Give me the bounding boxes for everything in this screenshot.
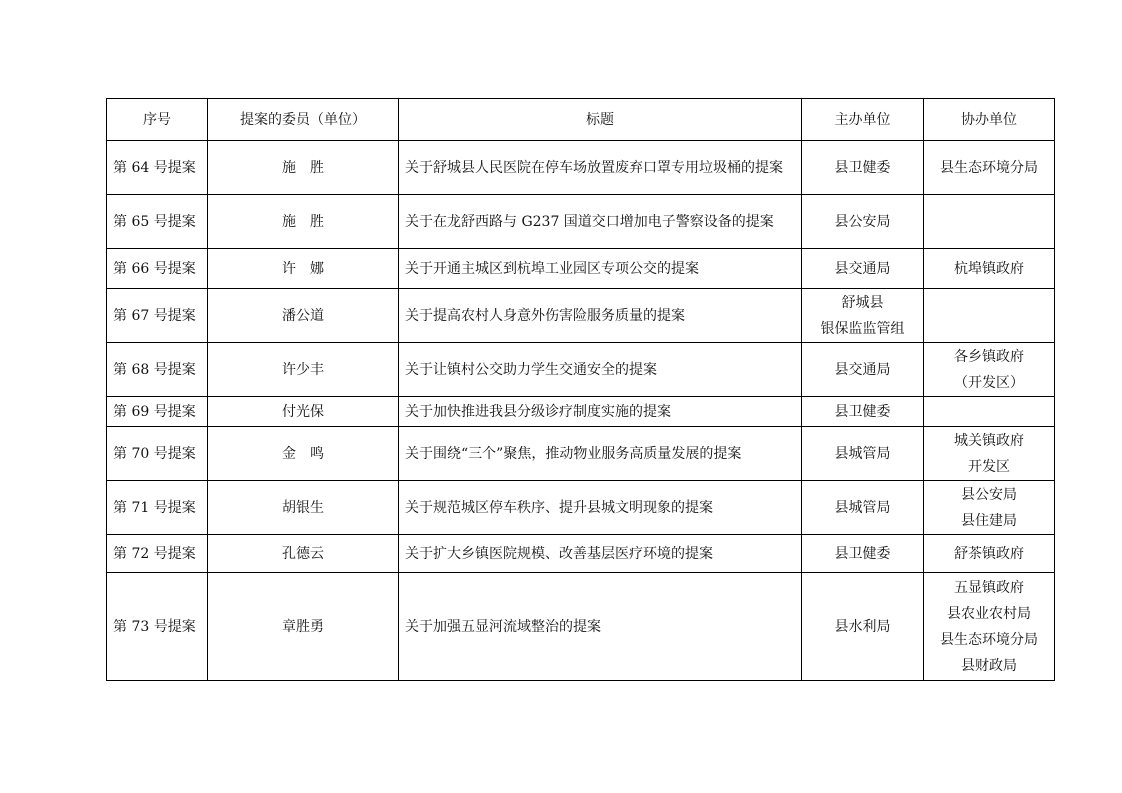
cell-host-unit	[802, 249, 924, 289]
proposal-table	[106, 98, 1055, 681]
host-unit-line: 县城管局	[834, 499, 891, 516]
cell-serial: 第 72 号提案	[107, 535, 208, 573]
cell-assist-unit	[924, 397, 1055, 427]
cell-serial: 第 73 号提案	[107, 573, 208, 681]
cell-serial: 第 70 号提案	[107, 427, 208, 481]
cell-host-unit	[802, 397, 924, 427]
header-serial: 序号	[107, 99, 208, 141]
table-body	[107, 141, 1055, 681]
table-row	[107, 573, 1055, 681]
proposal-table-sheet	[106, 98, 1054, 681]
cell-title: 关于舒城县人民医院在停车场放置废弃口罩专用垃圾桶的提案	[399, 141, 802, 195]
cell-assist-unit	[924, 289, 1055, 343]
cell-title: 关于加快推进我县分级诊疗制度实施的提案	[399, 397, 802, 427]
cell-member: 潘公道	[208, 289, 399, 343]
header-host-unit: 主办单位	[802, 99, 924, 141]
host-unit-line: 县水利局	[834, 618, 891, 635]
host-unit-line: 县卫健委	[834, 403, 891, 420]
cell-host-unit	[802, 481, 924, 535]
cell-title: 关于让镇村公交助力学生交通安全的提案	[399, 343, 802, 397]
cell-member: 孔德云	[208, 535, 399, 573]
host-unit-line: 县卫健委	[834, 545, 891, 562]
assist-unit-line: 县住建局	[961, 512, 1017, 529]
cell-serial: 第 68 号提案	[107, 343, 208, 397]
cell-assist-unit	[924, 427, 1055, 481]
cell-title: 关于围绕“三个”聚焦，推动物业服务高质量发展的提案	[399, 427, 802, 481]
assist-unit-line: 城关镇政府	[954, 432, 1024, 449]
table-header-row	[107, 99, 1055, 141]
cell-assist-unit	[924, 343, 1055, 397]
table-row	[107, 195, 1055, 249]
cell-host-unit	[802, 141, 924, 195]
table-row	[107, 397, 1055, 427]
cell-assist-unit	[924, 481, 1055, 535]
cell-assist-unit	[924, 573, 1055, 681]
header-title: 标题	[399, 99, 802, 141]
host-unit-line: 银保监监管组	[820, 320, 905, 337]
cell-title: 关于加强五显河流域整治的提案	[399, 573, 802, 681]
cell-member: 金 鸣	[208, 427, 399, 481]
assist-unit-line: 县生态环境分局	[940, 631, 1038, 648]
assist-unit-line: 舒茶镇政府	[954, 545, 1024, 562]
header-member: 提案的委员（单位）	[208, 99, 399, 141]
cell-title: 关于扩大乡镇医院规模、改善基层医疗环境的提案	[399, 535, 802, 573]
cell-serial: 第 67 号提案	[107, 289, 208, 343]
table-row	[107, 289, 1055, 343]
assist-unit-line: 县财政局	[961, 657, 1017, 674]
cell-title: 关于提高农村人身意外伤害险服务质量的提案	[399, 289, 802, 343]
assist-unit-line: 五显镇政府	[954, 579, 1024, 596]
cell-assist-unit	[924, 141, 1055, 195]
cell-serial: 第 65 号提案	[107, 195, 208, 249]
cell-assist-unit	[924, 249, 1055, 289]
host-unit-line: 县交通局	[834, 361, 891, 378]
cell-title: 关于规范城区停车秩序、提升县城文明现象的提案	[399, 481, 802, 535]
cell-member: 许少丰	[208, 343, 399, 397]
table-row	[107, 249, 1055, 289]
cell-title: 关于开通主城区到杭埠工业园区专项公交的提案	[399, 249, 802, 289]
assist-unit-line: 县农业农村局	[947, 605, 1031, 622]
cell-member: 章胜勇	[208, 573, 399, 681]
assist-unit-line: 县公安局	[961, 486, 1017, 503]
cell-host-unit	[802, 195, 924, 249]
cell-serial: 第 66 号提案	[107, 249, 208, 289]
cell-host-unit	[802, 427, 924, 481]
cell-title: 关于在龙舒西路与 G237 国道交口增加电子警察设备的提案	[399, 195, 802, 249]
header-assist-unit: 协办单位	[924, 99, 1055, 141]
cell-assist-unit	[924, 535, 1055, 573]
cell-member: 许 娜	[208, 249, 399, 289]
host-unit-line: 县城管局	[834, 445, 891, 462]
table-row	[107, 141, 1055, 195]
cell-serial: 第 69 号提案	[107, 397, 208, 427]
cell-assist-unit	[924, 195, 1055, 249]
table-row	[107, 535, 1055, 573]
cell-member: 付光保	[208, 397, 399, 427]
cell-serial: 第 71 号提案	[107, 481, 208, 535]
cell-host-unit	[802, 343, 924, 397]
cell-member: 施 胜	[208, 141, 399, 195]
cell-host-unit	[802, 289, 924, 343]
cell-host-unit	[802, 573, 924, 681]
table-row	[107, 343, 1055, 397]
host-unit-line: 舒城县	[841, 294, 884, 311]
host-unit-line: 县交通局	[834, 260, 891, 277]
table-row	[107, 481, 1055, 535]
host-unit-line: 县卫健委	[834, 159, 891, 176]
assist-unit-line: 县生态环境分局	[940, 159, 1038, 176]
host-unit-line: 县公安局	[834, 213, 891, 230]
assist-unit-line: （开发区）	[954, 374, 1024, 391]
cell-serial: 第 64 号提案	[107, 141, 208, 195]
cell-member: 施 胜	[208, 195, 399, 249]
assist-unit-line: 杭埠镇政府	[954, 260, 1024, 277]
table-row	[107, 427, 1055, 481]
cell-member: 胡银生	[208, 481, 399, 535]
assist-unit-line: 各乡镇政府	[954, 348, 1024, 365]
assist-unit-line: 开发区	[968, 458, 1010, 475]
cell-host-unit	[802, 535, 924, 573]
